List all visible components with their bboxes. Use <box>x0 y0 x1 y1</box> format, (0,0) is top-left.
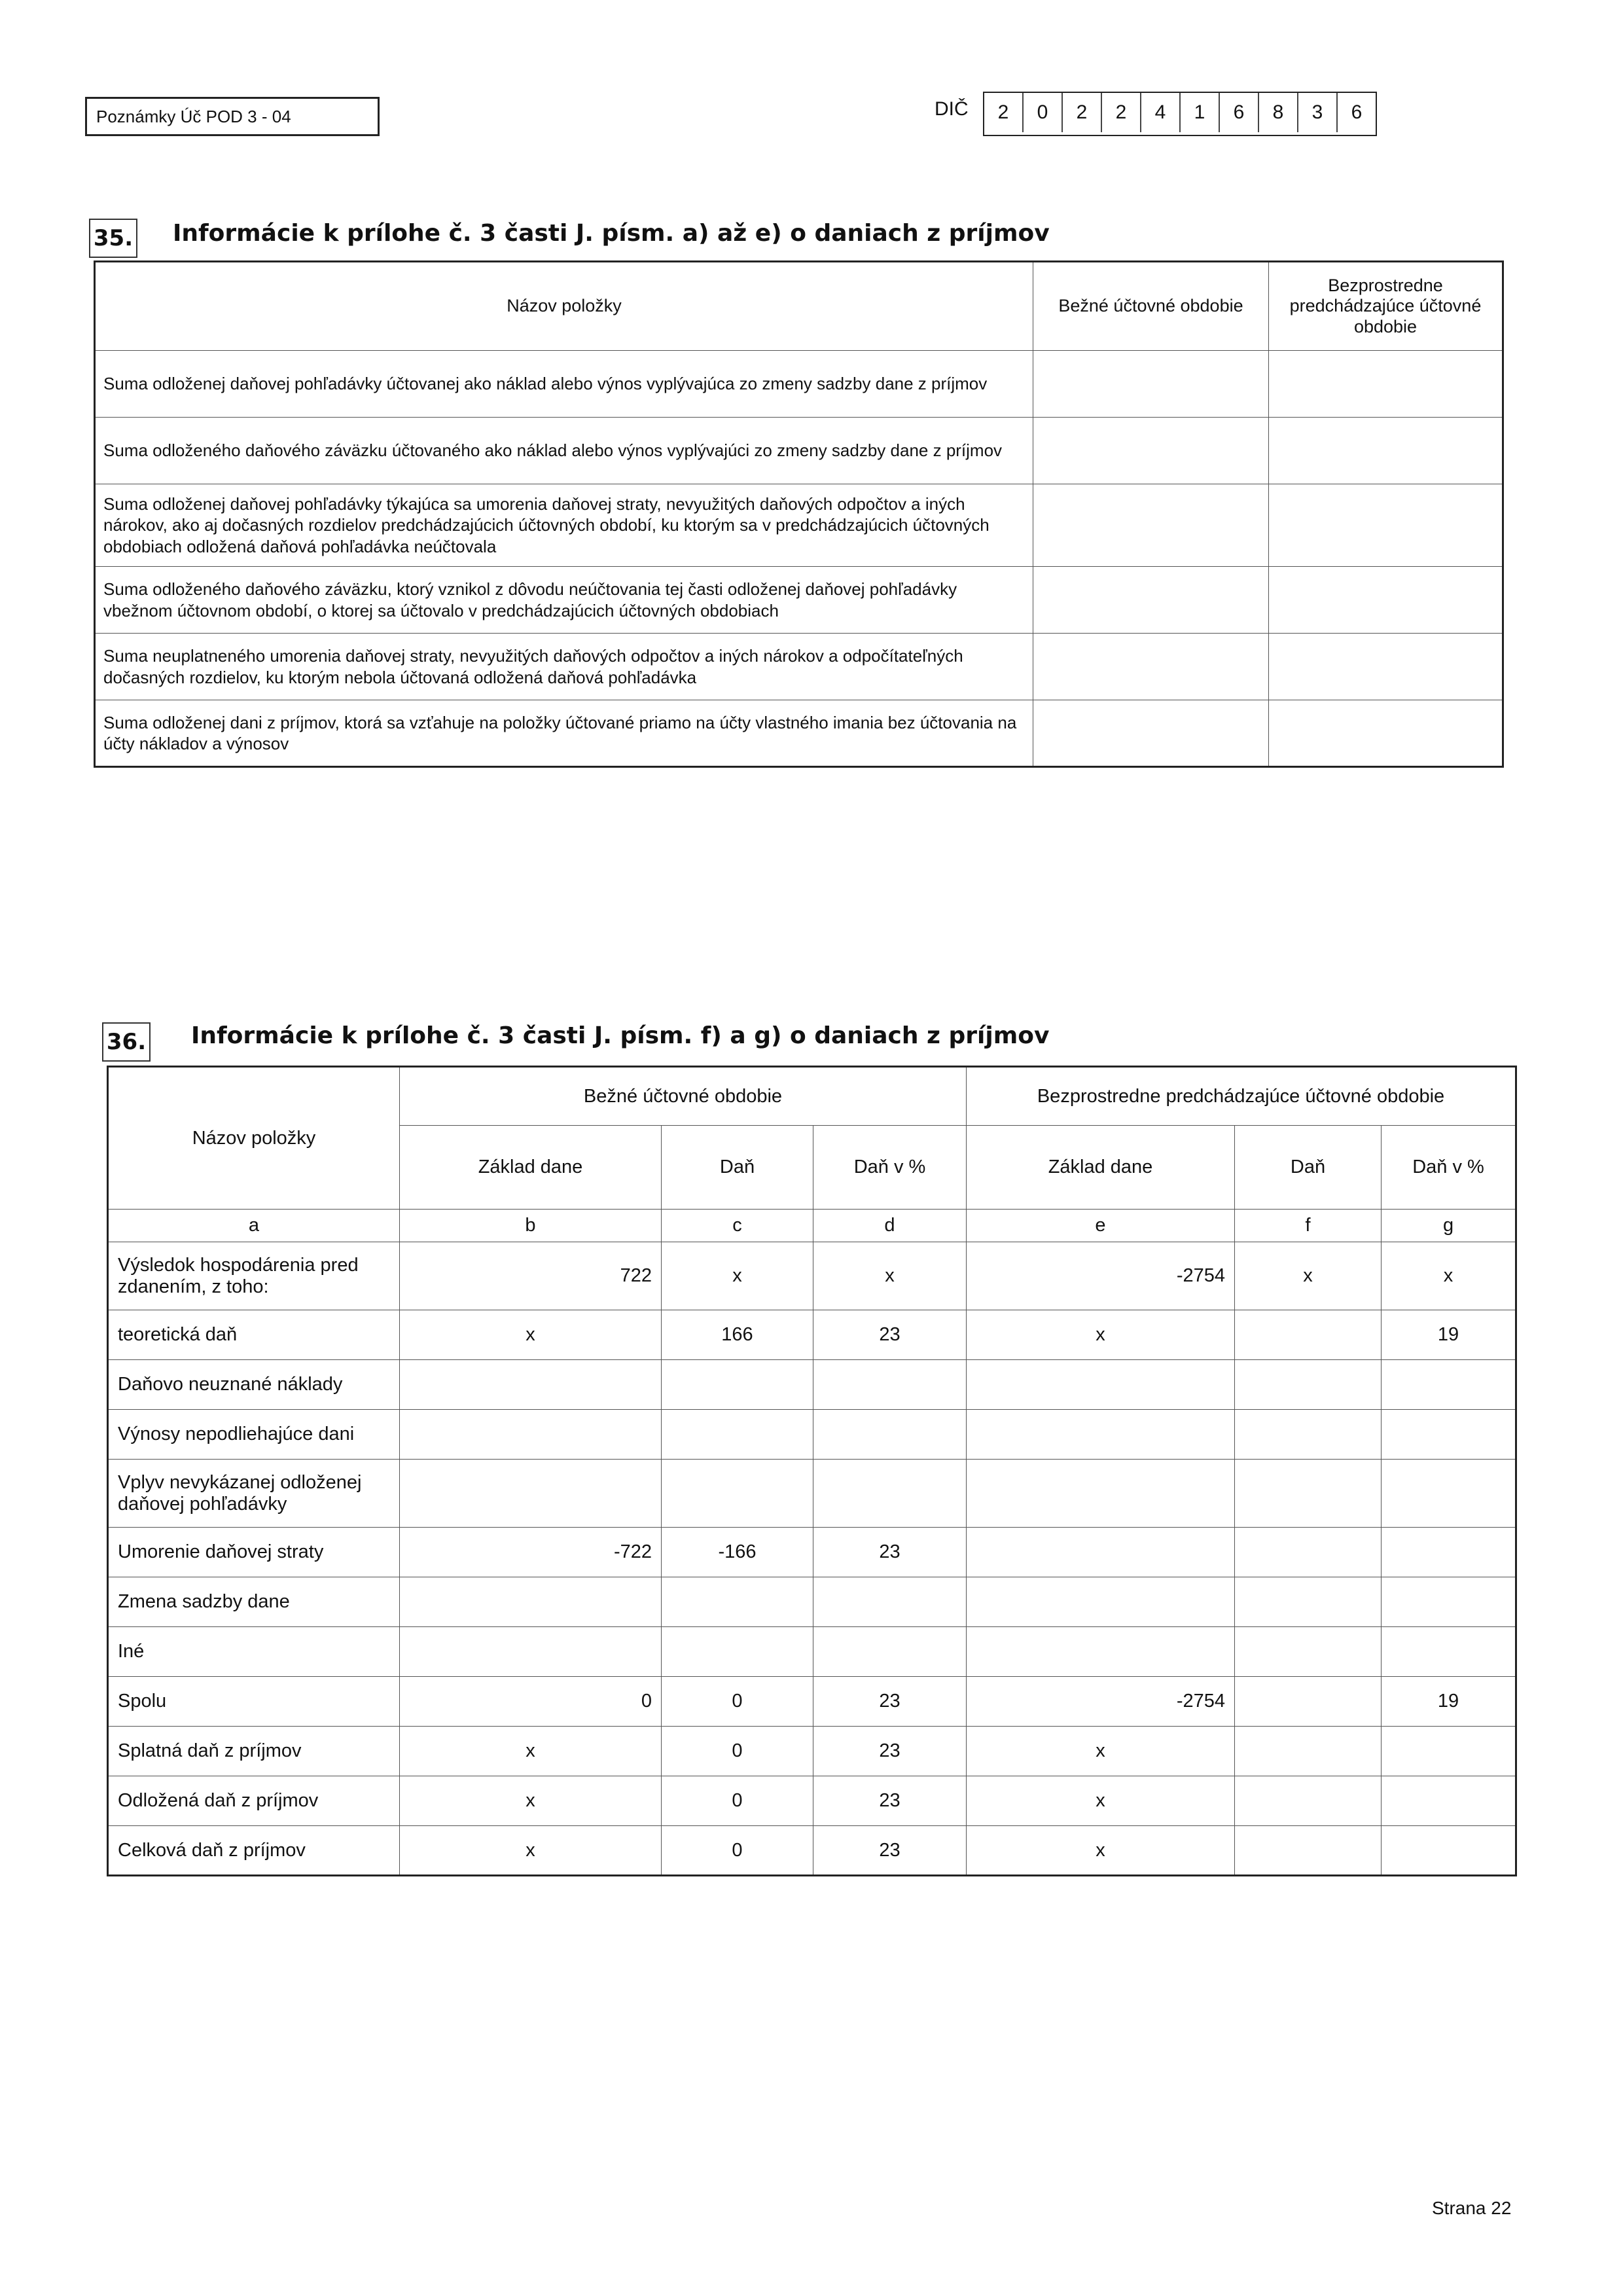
name-header: Názov položky <box>108 1067 400 1210</box>
cell-e[interactable] <box>967 1360 1235 1410</box>
cell-previous[interactable] <box>1269 484 1503 567</box>
col-header-name: Názov položky <box>95 262 1033 351</box>
table-row <box>95 700 1503 767</box>
cell-d[interactable]: 23 <box>813 1310 967 1360</box>
section-35-number: 35. <box>89 219 137 258</box>
row-label: Iné <box>108 1627 400 1677</box>
cell-f[interactable] <box>1235 1410 1382 1460</box>
cell-previous[interactable] <box>1269 351 1503 418</box>
cell-g[interactable] <box>1382 1460 1516 1528</box>
dic-digit: 2 <box>984 93 1024 132</box>
cell-e[interactable]: -2754 <box>967 1242 1235 1310</box>
cell-e[interactable] <box>967 1460 1235 1528</box>
cell-g[interactable] <box>1382 1776 1516 1826</box>
cell-f[interactable] <box>1235 1826 1382 1876</box>
cell-b[interactable] <box>400 1460 662 1528</box>
dic-digit: 6 <box>1351 101 1363 123</box>
cell-e[interactable]: x <box>967 1776 1235 1826</box>
cell-b[interactable]: x <box>400 1826 662 1876</box>
cell-f[interactable] <box>1235 1310 1382 1360</box>
group-header-current: Bežné účtovné obdobie <box>400 1067 967 1126</box>
column-letter: g <box>1382 1210 1516 1242</box>
column-letter: d <box>813 1210 967 1242</box>
dic-label: DIČ <box>935 98 969 120</box>
row-label: Celková daň z príjmov <box>108 1826 400 1876</box>
cell-c[interactable] <box>662 1577 813 1627</box>
row-label: Odložená daň z príjmov <box>108 1776 400 1826</box>
row-label: Suma odloženej daňovej pohľadávky týkajúca sa umorenia daňovej straty, nevyužitých daňových odpočtov a iných nárokov, ako aj dočasných rozdielov predchádzajúcich účtovných období, ku ktorým sa v predchádzajúcich účtovných obdobiach odložená daňová pohľadávka neúčtovala <box>95 484 1033 567</box>
cell-c[interactable]: 0 <box>662 1826 813 1876</box>
cell-b[interactable]: x <box>400 1727 662 1776</box>
group-header-previous: Bezprostredne predchádzajúce účtovné obdobie <box>967 1067 1516 1126</box>
col-header-pct: Daň v % <box>813 1126 967 1210</box>
cell-g[interactable]: x <box>1382 1242 1516 1310</box>
cell-d[interactable] <box>813 1627 967 1677</box>
row-label: Umorenie daňovej straty <box>108 1528 400 1577</box>
dic-digit: 3 <box>1298 93 1338 132</box>
table-row <box>108 1528 1516 1577</box>
table-row <box>108 1776 1516 1826</box>
cell-d[interactable]: 23 <box>813 1776 967 1826</box>
table-row <box>108 1460 1516 1528</box>
cell-f[interactable] <box>1235 1360 1382 1410</box>
column-letter: a <box>108 1210 400 1242</box>
table-row <box>95 418 1503 484</box>
cell-b[interactable]: 722 <box>400 1242 662 1310</box>
cell-f[interactable] <box>1235 1528 1382 1577</box>
row-label: Výnosy nepodliehajúce dani <box>108 1410 400 1460</box>
cell-d[interactable]: 23 <box>813 1826 967 1876</box>
row-label: Suma odloženého daňového záväzku, ktorý vznikol z dôvodu neúčtovania tej časti odloženej daňovej pohľadávky vbežnom účtovnom období, o ktorej sa účtovalo v predchádzajúcich účtovných obdobiach <box>95 567 1033 634</box>
row-label: Suma neuplatneného umorenia daňovej straty, nevyužitých daňových odpočtov a iných nárokov a odpočítateľných dočasných rozdielov, ku ktorým nebola účtovaná odložená daňová pohľadávka <box>95 634 1033 700</box>
cell-c[interactable]: -166 <box>662 1528 813 1577</box>
cell-g[interactable]: 19 <box>1382 1310 1516 1360</box>
table-row <box>108 1242 1516 1310</box>
cell-e[interactable]: x <box>967 1826 1235 1876</box>
cell-e[interactable] <box>967 1410 1235 1460</box>
dic-digit: 4 <box>1141 93 1181 132</box>
row-label: Suma odloženej dani z príjmov, ktorá sa vzťahuje na položky účtované priamo na účty vlastného imania bez účtovania na účty nákladov a výnosov <box>95 700 1033 767</box>
cell-g[interactable] <box>1382 1577 1516 1627</box>
cell-b[interactable] <box>400 1577 662 1627</box>
cell-c[interactable]: 0 <box>662 1677 813 1727</box>
col-header-pct: Daň v % <box>1382 1126 1516 1210</box>
section-36-table <box>107 1066 1517 1876</box>
row-label: Vplyv nevykázanej odloženej daňovej pohľadávky <box>108 1460 400 1528</box>
table-row <box>108 1410 1516 1460</box>
cell-d[interactable]: x <box>813 1242 967 1310</box>
cell-previous[interactable] <box>1269 567 1503 634</box>
cell-f[interactable] <box>1235 1627 1382 1677</box>
cell-c[interactable] <box>662 1627 813 1677</box>
cell-c[interactable] <box>662 1460 813 1528</box>
column-letter: c <box>662 1210 813 1242</box>
cell-f[interactable]: x <box>1235 1242 1382 1310</box>
cell-g[interactable] <box>1382 1727 1516 1776</box>
cell-g[interactable] <box>1382 1410 1516 1460</box>
cell-b[interactable]: x <box>400 1776 662 1826</box>
dic-digit: 8 <box>1259 93 1298 132</box>
cell-d[interactable]: 23 <box>813 1528 967 1577</box>
cell-current[interactable] <box>1033 418 1269 484</box>
row-label: Suma odloženého daňového záväzku účtovaného ako náklad alebo výnos vyplývajúci zo zmeny sadzby dane z príjmov <box>95 418 1033 484</box>
cell-d[interactable]: 23 <box>813 1727 967 1776</box>
table-row <box>108 1310 1516 1360</box>
cell-d[interactable] <box>813 1360 967 1410</box>
row-label: Splatná daň z príjmov <box>108 1727 400 1776</box>
table-row <box>108 1360 1516 1410</box>
cell-c[interactable] <box>662 1410 813 1460</box>
cell-f[interactable] <box>1235 1727 1382 1776</box>
section-36-number: 36. <box>102 1022 151 1062</box>
column-letter: f <box>1235 1210 1382 1242</box>
cell-e[interactable] <box>967 1627 1235 1677</box>
dic-digit: 2 <box>1063 93 1102 132</box>
cell-f[interactable] <box>1235 1776 1382 1826</box>
dic-digit: 6 <box>1220 93 1259 132</box>
cell-e[interactable] <box>967 1577 1235 1627</box>
cell-current[interactable] <box>1033 567 1269 634</box>
cell-d[interactable] <box>813 1577 967 1627</box>
cell-d[interactable]: 23 <box>813 1677 967 1727</box>
cell-b[interactable]: 0 <box>400 1677 662 1727</box>
dic-digits <box>983 92 1377 136</box>
col-header-tax: Daň <box>1235 1126 1382 1210</box>
table-row <box>95 484 1503 567</box>
table-row <box>95 351 1503 418</box>
section-35-table <box>94 260 1504 768</box>
row-label: teoretická daň <box>108 1310 400 1360</box>
row-label: Zmena sadzby dane <box>108 1577 400 1627</box>
cell-e[interactable]: x <box>967 1310 1235 1360</box>
cell-c[interactable]: 0 <box>662 1727 813 1776</box>
cell-b[interactable]: -722 <box>400 1528 662 1577</box>
cell-d[interactable] <box>813 1460 967 1528</box>
column-letter: b <box>400 1210 662 1242</box>
cell-current[interactable] <box>1033 634 1269 700</box>
cell-c[interactable]: 0 <box>662 1776 813 1826</box>
cell-e[interactable] <box>967 1528 1235 1577</box>
cell-e[interactable]: x <box>967 1727 1235 1776</box>
table-row <box>95 567 1503 634</box>
dic-digit: 0 <box>1024 93 1063 132</box>
cell-current[interactable] <box>1033 484 1269 567</box>
table-row <box>95 634 1503 700</box>
cell-f[interactable] <box>1235 1577 1382 1627</box>
row-label: Suma odloženej daňovej pohľadávky účtovanej ako náklad alebo výnos vyplývajúca zo zmeny sadzby dane z príjmov <box>95 351 1033 418</box>
cell-b[interactable] <box>400 1360 662 1410</box>
cell-b[interactable]: x <box>400 1310 662 1360</box>
cell-c[interactable]: x <box>662 1242 813 1310</box>
col-header-previous: Bezprostredne predchádzajúce účtovné obdobie <box>1269 262 1503 351</box>
row-label: Výsledok hospodárenia pred zdanením, z toho: <box>108 1242 400 1310</box>
col-header-base: Základ dane <box>400 1126 662 1210</box>
cell-f[interactable] <box>1235 1460 1382 1528</box>
cell-g[interactable] <box>1382 1360 1516 1410</box>
cell-c[interactable] <box>662 1360 813 1410</box>
cell-g[interactable] <box>1382 1826 1516 1876</box>
section-36-title: Informácie k prílohe č. 3 časti J. písm. f) a g) o daniach z príjmov <box>191 1022 1050 1049</box>
column-letters-row <box>108 1210 1516 1242</box>
table-row <box>108 1677 1516 1727</box>
col-header-base: Základ dane <box>967 1126 1235 1210</box>
cell-previous[interactable] <box>1269 700 1503 767</box>
cell-g[interactable] <box>1382 1528 1516 1577</box>
form-id: Poznámky Úč POD 3 - 04 <box>85 97 380 136</box>
cell-b[interactable] <box>400 1627 662 1677</box>
cell-previous[interactable] <box>1269 418 1503 484</box>
cell-g[interactable] <box>1382 1627 1516 1677</box>
col-header-tax: Daň <box>662 1126 813 1210</box>
dic-digit: 1 <box>1181 93 1220 132</box>
row-label: Daňovo neuznané náklady <box>108 1360 400 1410</box>
cell-current[interactable] <box>1033 351 1269 418</box>
table-row <box>108 1577 1516 1627</box>
cell-b[interactable] <box>400 1410 662 1460</box>
cell-e[interactable]: -2754 <box>967 1677 1235 1727</box>
section-35-title: Informácie k prílohe č. 3 časti J. písm. a) až e) o daniach z príjmov <box>173 220 1050 247</box>
row-label: Spolu <box>108 1677 400 1727</box>
cell-g[interactable]: 19 <box>1382 1677 1516 1727</box>
table-row <box>108 1627 1516 1677</box>
page-number: Strana 22 <box>1432 2198 1512 2218</box>
cell-previous[interactable] <box>1269 634 1503 700</box>
col-header-current: Bežné účtovné obdobie <box>1033 262 1269 351</box>
dic-digit: 2 <box>1102 93 1141 132</box>
column-letter: e <box>967 1210 1235 1242</box>
cell-d[interactable] <box>813 1410 967 1460</box>
cell-c[interactable]: 166 <box>662 1310 813 1360</box>
table-row <box>108 1727 1516 1776</box>
cell-f[interactable] <box>1235 1677 1382 1727</box>
table-row <box>108 1826 1516 1876</box>
cell-current[interactable] <box>1033 700 1269 767</box>
